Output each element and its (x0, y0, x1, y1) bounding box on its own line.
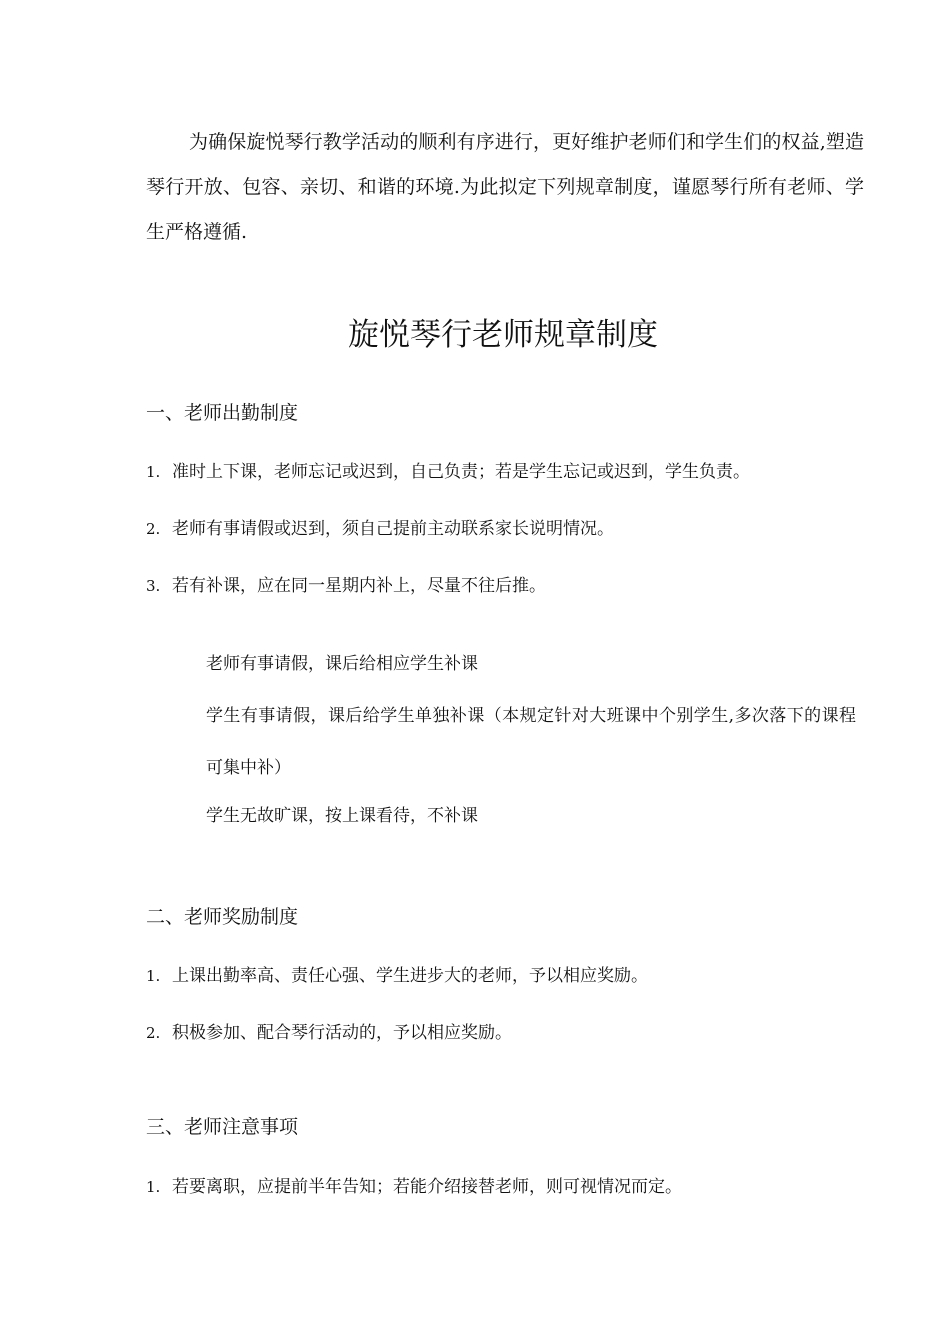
list-item-number: 2. (146, 520, 161, 538)
list-item (146, 1018, 512, 1048)
section-heading-notices: 三、老师注意事项 (146, 1116, 299, 1138)
list-item-text: 若有补课，应在同一星期内补上，尽量不往后推。 (172, 576, 546, 596)
list-item-number: 3. (146, 577, 161, 595)
document-title: 旋悦琴行老师规章制度 (348, 317, 658, 353)
list-item (146, 571, 546, 601)
list-item-text: 积极参加、配合琴行活动的，予以相应奖励。 (172, 1023, 512, 1043)
list-item (146, 514, 614, 544)
list-item (146, 961, 648, 991)
list-item-text: 上课出勤率高、责任心强、学生进步大的老师，予以相应奖励。 (172, 966, 648, 986)
note-line: 学生无故旷课，按上课看待，不补课 (206, 806, 478, 826)
list-item-text: 若要离职，应提前半年告知；若能介绍接替老师，则可视情况而定。 (172, 1177, 682, 1197)
section-heading-rewards: 二、老师奖励制度 (146, 906, 299, 928)
list-item-text: 老师有事请假或迟到，须自己提前主动联系家长说明情况。 (172, 519, 614, 539)
list-item-number: 1. (146, 967, 161, 985)
section-heading-attendance: 一、老师出勤制度 (146, 402, 299, 424)
note-line: 老师有事请假，课后给相应学生补课 (206, 654, 478, 674)
list-item-text: 准时上下课，老师忘记或迟到，自己负责；若是学生忘记或迟到，学生负责。 (172, 462, 750, 482)
list-item (146, 457, 750, 487)
list-item-number: 1. (146, 1178, 161, 1196)
list-item (146, 1172, 682, 1202)
intro-paragraph: 为确保旋悦琴行教学活动的顺利有序进行，更好维护老师们和学生们的权益,塑造琴行开放、包容、亲切、和谐的环境.为此拟定下列规章制度，谨愿琴行所有老师、学生严格遵循. (146, 131, 864, 243)
list-item-number: 1. (146, 463, 161, 481)
note-line: 学生有事请假，课后给学生单独补课（本规定针对大班课中个别学生,多次落下的课程可集中补） (206, 706, 856, 778)
list-item-number: 2. (146, 1024, 161, 1042)
